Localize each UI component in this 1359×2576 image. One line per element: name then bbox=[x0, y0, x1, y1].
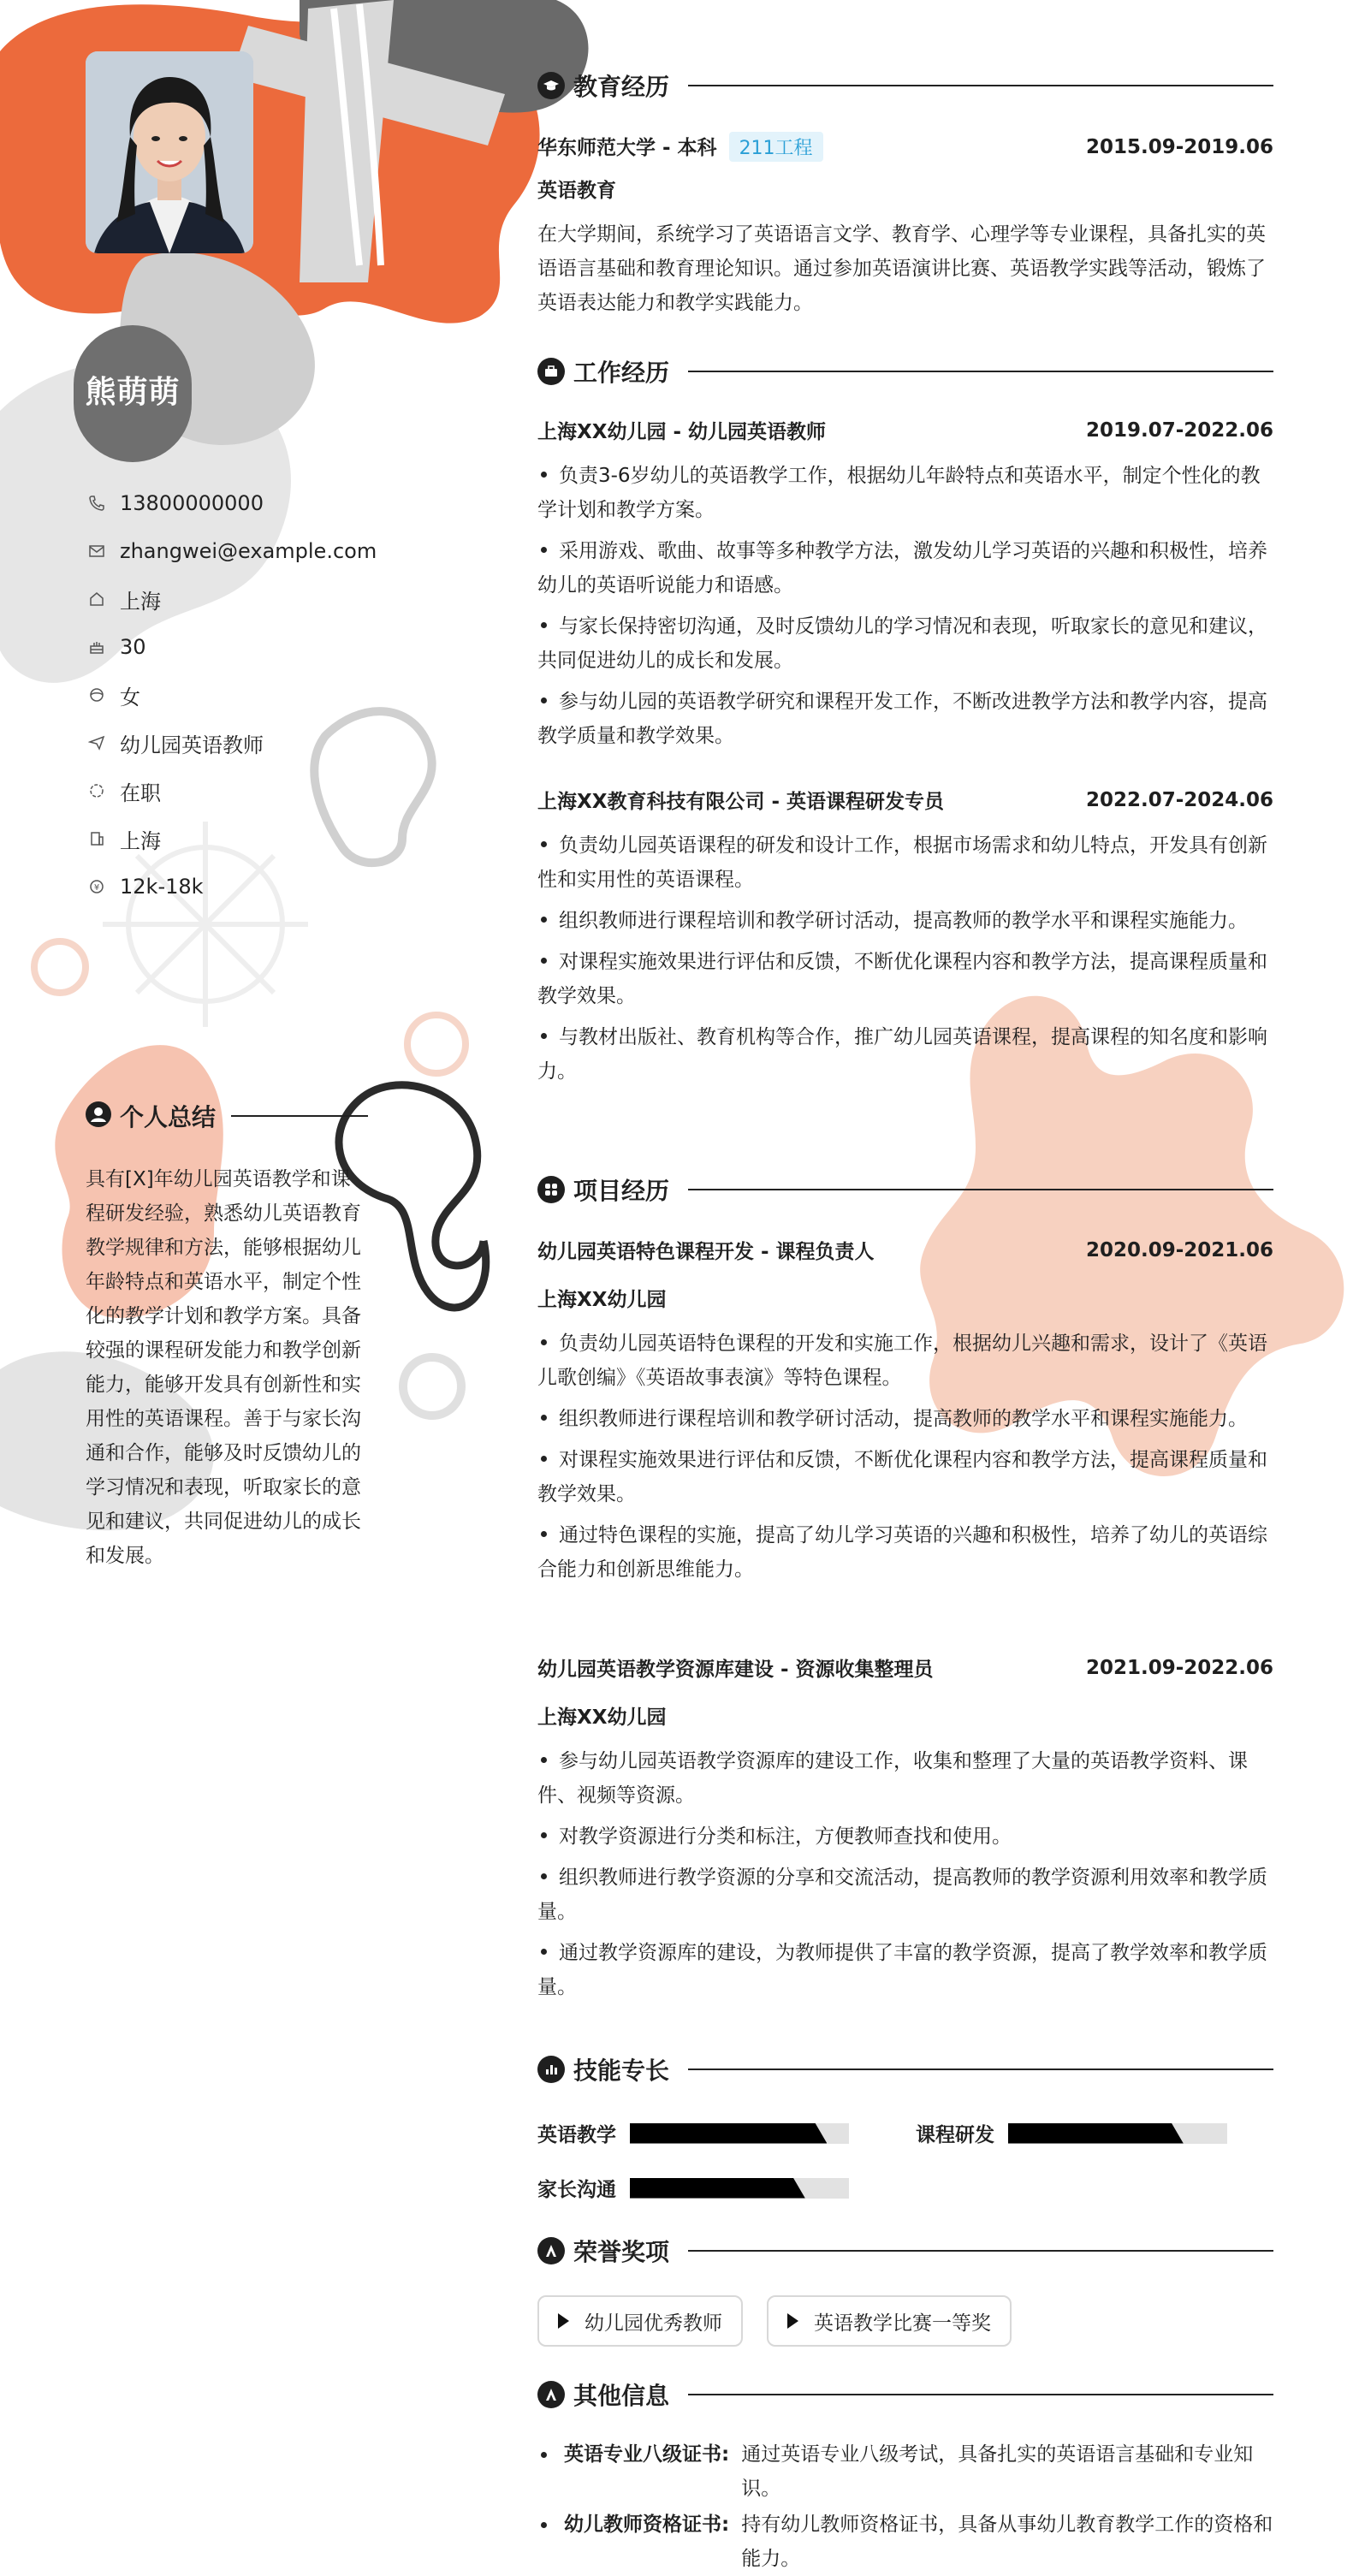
summary-section-title bbox=[86, 1099, 368, 1133]
summary-text: 具有[X]年幼儿园英语教学和课程研发经验，熟悉幼儿英语教育教学规律和方法，能够根据幼儿年龄特点和英语水平，制定个性化的教学计划和教学方案。具备较强的课程研发能力和教学创新能力，能够开发具有创新性和实用性的英语课程。善于与家长沟通和合作，能够及时反馈幼儿的学习情况和表现，听取家长的意见和建议，共同促进幼儿的成长和发展。 bbox=[86, 1168, 361, 1567]
skill-bar-2 bbox=[1008, 2123, 1227, 2144]
education-divider bbox=[688, 85, 1273, 86]
job-title-1: 上海XX幼儿园 - 幼儿园英语教师 bbox=[537, 421, 827, 443]
list-item: 通过教学资源库的建设，为教师提供了丰富的教学资源，提高了教学效率和教学质量。 bbox=[537, 1942, 1267, 1998]
awards-section-title bbox=[537, 2234, 1273, 2268]
graduation-cap-icon bbox=[537, 72, 565, 99]
info-city bbox=[86, 815, 377, 863]
info-home bbox=[86, 575, 377, 623]
work-divider bbox=[688, 371, 1273, 372]
info-position-text: 幼儿园英语教师 bbox=[120, 733, 264, 757]
gender-icon bbox=[86, 684, 108, 706]
list-item: 参与幼儿园英语教学资源库的建设工作，收集和整理了大量的英语教学资料、课件、视频等资源。 bbox=[537, 1750, 1248, 1807]
project-section-title bbox=[537, 1172, 1273, 1207]
list-item: 负责3-6岁幼儿的英语教学工作，根据幼儿年龄特点和英语水平，制定个性化的教学计划和教学方案。 bbox=[537, 465, 1261, 521]
status-icon bbox=[86, 780, 108, 802]
job-header-2 bbox=[537, 786, 1273, 814]
skill-name-3: 家长沟通 bbox=[537, 2179, 616, 2201]
list-item: 与家长保持密切沟通，及时反馈幼儿的学习情况和表现，听取家长的意见和建议，共同促进幼儿的成长和发展。 bbox=[537, 615, 1267, 672]
info-phone bbox=[86, 479, 377, 527]
project-header-2 bbox=[537, 1653, 1273, 1682]
education-tag: 211工程 bbox=[729, 132, 823, 162]
project-title: 项目经历 bbox=[573, 1177, 670, 1205]
project-org-1: 上海XX幼儿园 bbox=[537, 1289, 667, 1311]
education-title: 教育经历 bbox=[573, 73, 670, 101]
work-section-title bbox=[537, 354, 1273, 389]
education-section-title bbox=[537, 68, 1273, 103]
list-item: 对课程实施效果进行评估和反馈，不断优化课程内容和教学方法，提高课程质量和教学效果。 bbox=[537, 951, 1267, 1007]
grid-icon bbox=[537, 1176, 565, 1203]
info-email bbox=[86, 527, 377, 575]
other-item-2 bbox=[537, 2508, 1273, 2576]
building-icon bbox=[86, 828, 108, 850]
project-bullets-1 bbox=[537, 1327, 1273, 1594]
award-label-1: 幼儿园优秀教师 bbox=[585, 2312, 722, 2335]
education-date: 2015.09-2019.06 bbox=[1085, 135, 1273, 158]
skill-bar-1 bbox=[630, 2123, 849, 2144]
info-position bbox=[86, 719, 377, 767]
info-icon bbox=[537, 2381, 565, 2408]
home-icon bbox=[86, 588, 108, 610]
skills-section-title bbox=[537, 2052, 1273, 2086]
play-icon bbox=[787, 2313, 798, 2329]
chart-icon bbox=[537, 2056, 565, 2083]
list-item: 负责幼儿园英语特色课程的开发和实施工作，根据幼儿兴趣和需求，设计了《英语儿歌创编》《英语故事表演》等特色课程。 bbox=[537, 1333, 1267, 1389]
skills-divider bbox=[688, 2069, 1273, 2070]
svg-text:¥: ¥ bbox=[93, 883, 100, 893]
list-item: 对教学资源进行分类和标注，方便教师查找和使用。 bbox=[537, 1819, 1273, 1854]
awards-divider bbox=[688, 2250, 1273, 2252]
avatar bbox=[86, 51, 253, 253]
other-key-2: 幼儿教师资格证书: bbox=[564, 2514, 730, 2536]
info-gender bbox=[86, 671, 377, 719]
briefcase-icon bbox=[537, 358, 565, 385]
play-icon bbox=[558, 2313, 569, 2329]
list-item: 组织教师进行课程培训和教学研讨活动，提高教师的教学水平和课程实施能力。 bbox=[537, 1402, 1273, 1436]
candidate-name: 熊萌萌 bbox=[85, 375, 181, 410]
user-icon bbox=[86, 1101, 111, 1131]
list-item: 对课程实施效果进行评估和反馈，不断优化课程内容和教学方法，提高课程质量和教学效果。 bbox=[537, 1449, 1267, 1505]
other-divider bbox=[688, 2394, 1273, 2395]
award-item-2 bbox=[767, 2295, 1012, 2347]
info-status bbox=[86, 767, 377, 815]
other-value-1: 通过英语专业八级考试，具备扎实的英语语言基础和专业知识。 bbox=[741, 2443, 1254, 2500]
job-title-2: 上海XX教育科技有限公司 - 英语课程研发专员 bbox=[537, 791, 945, 813]
info-home-text: 上海 bbox=[120, 589, 161, 614]
award-item-1 bbox=[537, 2295, 743, 2347]
skill-item-3 bbox=[537, 2174, 849, 2202]
project-divider bbox=[688, 1189, 1273, 1190]
info-salary-text: 12k-18k bbox=[120, 875, 204, 899]
summary-divider bbox=[231, 1115, 368, 1117]
job-date-2: 2022.07-2024.06 bbox=[1085, 788, 1273, 811]
education-school-wrap bbox=[537, 132, 823, 162]
list-item: 通过特色课程的实施，提高了幼儿学习英语的兴趣和积极性，培养了幼儿的英语综合能力和创新思维能力。 bbox=[537, 1524, 1267, 1581]
list-item: 组织教师进行课程培训和教学研讨活动，提高教师的教学水平和课程实施能力。 bbox=[537, 904, 1273, 938]
other-value-2: 持有幼儿教师资格证书，具备从事幼儿教育教学工作的资格和能力。 bbox=[741, 2514, 1273, 2570]
education-row bbox=[537, 132, 1273, 162]
send-icon bbox=[86, 732, 108, 754]
cake-icon bbox=[86, 636, 108, 658]
skill-item-2 bbox=[916, 2119, 1227, 2147]
project-bullets-2 bbox=[537, 1744, 1273, 2011]
project-org-2: 上海XX幼儿园 bbox=[537, 1706, 667, 1729]
project-date-1: 2020.09-2021.06 bbox=[1085, 1238, 1273, 1261]
list-item: 组织教师进行教学资源的分享和交流活动，提高教师的教学资源利用效率和教学质量。 bbox=[537, 1867, 1267, 1923]
skill-bar-fill-2 bbox=[1008, 2123, 1184, 2144]
job-bullets-1 bbox=[537, 459, 1273, 760]
award-label-2: 英语教学比赛一等奖 bbox=[814, 2312, 991, 2335]
skill-bar-3 bbox=[630, 2178, 849, 2199]
awards-title: 荣誉奖项 bbox=[573, 2238, 670, 2266]
project-name-2: 幼儿园英语教学资源库建设 - 资源收集整理员 bbox=[537, 1659, 934, 1681]
phone-icon bbox=[86, 492, 108, 514]
work-title: 工作经历 bbox=[573, 359, 670, 387]
project-name-1: 幼儿园英语特色课程开发 - 课程负责人 bbox=[537, 1241, 875, 1263]
skill-bar-fill-1 bbox=[630, 2123, 827, 2144]
info-status-text: 在职 bbox=[120, 781, 161, 805]
info-salary bbox=[86, 863, 377, 911]
job-header-1 bbox=[537, 416, 1273, 444]
job-bullets-2 bbox=[537, 828, 1273, 1095]
skill-bar-fill-3 bbox=[630, 2178, 805, 2199]
salary-icon bbox=[86, 875, 108, 898]
mail-icon bbox=[86, 540, 108, 562]
job-date-1: 2019.07-2022.06 bbox=[1085, 418, 1273, 442]
other-item-1 bbox=[537, 2437, 1273, 2506]
info-age bbox=[86, 623, 377, 671]
education-school: 华东师范大学 - 本科 bbox=[537, 137, 717, 159]
info-phone-text: 13800000000 bbox=[120, 491, 264, 515]
summary-title: 个人总结 bbox=[120, 1103, 217, 1131]
other-key-1: 英语专业八级证书: bbox=[564, 2443, 730, 2466]
skills-title: 技能专长 bbox=[573, 2057, 670, 2085]
other-section-title bbox=[537, 2377, 1273, 2412]
project-date-2: 2021.09-2022.06 bbox=[1085, 1656, 1273, 1679]
personal-info-list bbox=[86, 479, 377, 911]
info-age-text: 30 bbox=[120, 635, 146, 659]
education-description: 在大学期间，系统学习了英语语言文学、教育学、心理学等专业课程，具备扎实的英语语言基础和教育理论知识。通过参加英语演讲比赛、英语教学实践等活动，锻炼了英语表达能力和教学实践能力。 bbox=[537, 223, 1266, 314]
info-gender-text: 女 bbox=[120, 685, 140, 709]
list-item: 与教材出版社、教育机构等合作，推广幼儿园英语课程，提高课程的知名度和影响力。 bbox=[537, 1026, 1267, 1083]
info-email-text: zhangwei@example.com bbox=[120, 539, 377, 563]
list-item: 采用游戏、歌曲、故事等多种教学方法，激发幼儿学习英语的兴趣和积极性，培养幼儿的英语听说能力和语感。 bbox=[537, 540, 1267, 597]
other-title: 其他信息 bbox=[573, 2382, 670, 2410]
skill-name-2: 课程研发 bbox=[916, 2124, 994, 2146]
list-item: 负责幼儿园英语课程的研发和设计工作，根据市场需求和幼儿特点，开发具有创新性和实用性的英语课程。 bbox=[537, 834, 1267, 891]
list-item: 参与幼儿园的英语教学研究和课程开发工作，不断改进教学方法和教学内容，提高教学质量和教学效果。 bbox=[537, 691, 1267, 747]
skill-item-1 bbox=[537, 2119, 849, 2147]
skill-name-1: 英语教学 bbox=[537, 2124, 616, 2146]
education-major: 英语教育 bbox=[537, 180, 616, 202]
project-header-1 bbox=[537, 1236, 1273, 1264]
info-city-text: 上海 bbox=[120, 828, 161, 853]
award-icon bbox=[537, 2237, 565, 2264]
